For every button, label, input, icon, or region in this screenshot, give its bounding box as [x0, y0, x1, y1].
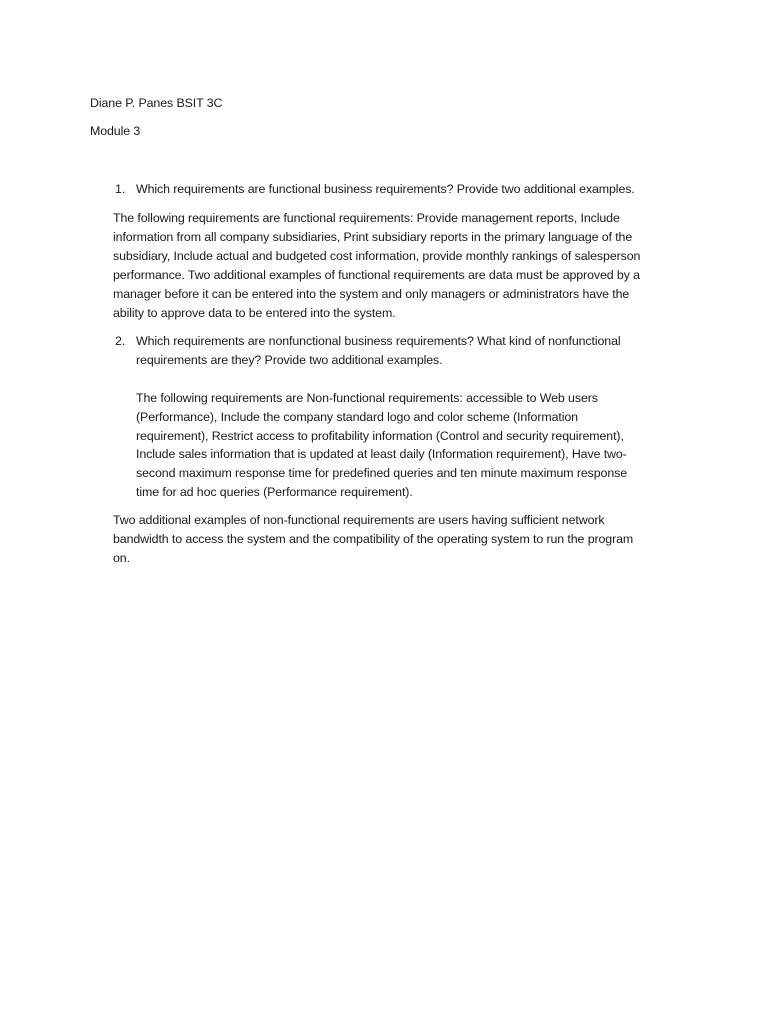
answer-2-line: Include sales information that is updated at least daily (Information requirement), Have two-: [136, 447, 627, 461]
answer-1-line: subsidiary, Include actual and budgeted cost information, provide monthly rankings of salesperson: [113, 249, 641, 263]
author-line: Diane P. Panes BSIT 3C: [90, 96, 223, 110]
answer-1-line: ability to approve data to be entered into the system.: [113, 306, 396, 320]
answer-2-extra-line: on.: [113, 551, 130, 565]
answer-1-line: manager before it can be entered into the system and only managers or administrators have the: [113, 287, 630, 301]
module-title: Module 3: [90, 124, 141, 138]
answer-2-line: (Performance), Include the company standard logo and color scheme (Information: [136, 410, 578, 424]
question-1-text: Which requirements are functional business requirements? Provide two additional examples.: [136, 182, 635, 196]
answer-2-line: second maximum response time for predefined queries and ten minute maximum response: [136, 466, 628, 480]
answer-2-extra-line: bandwidth to access the system and the compatibility of the operating system to run the program: [113, 532, 634, 546]
question-2-text: Which requirements are nonfunctional business requirements? What kind of nonfunctional: [136, 334, 621, 348]
answer-2-extra-line: Two additional examples of non-functional requirements are users having sufficient network: [113, 513, 605, 527]
question-2-number: 2.: [115, 334, 126, 348]
answer-2-line: The following requirements are Non-functional requirements: accessible to Web users: [136, 391, 598, 405]
question-2-text: requirements are they? Provide two additional examples.: [136, 353, 443, 367]
answer-2-line: time for ad hoc queries (Performance requirement).: [136, 485, 413, 499]
answer-2-line: requirement), Restrict access to profitability information (Control and security requirement),: [136, 429, 624, 443]
question-1-number: 1.: [115, 182, 126, 196]
answer-1-line: information from all company subsidiaries, Print subsidiary reports in the primary language of the: [113, 230, 633, 244]
answer-1-line: performance. Two additional examples of functional requirements are data must be approved by a: [113, 268, 640, 282]
answer-1-line: The following requirements are functional requirements: Provide management reports, Include: [113, 211, 620, 225]
